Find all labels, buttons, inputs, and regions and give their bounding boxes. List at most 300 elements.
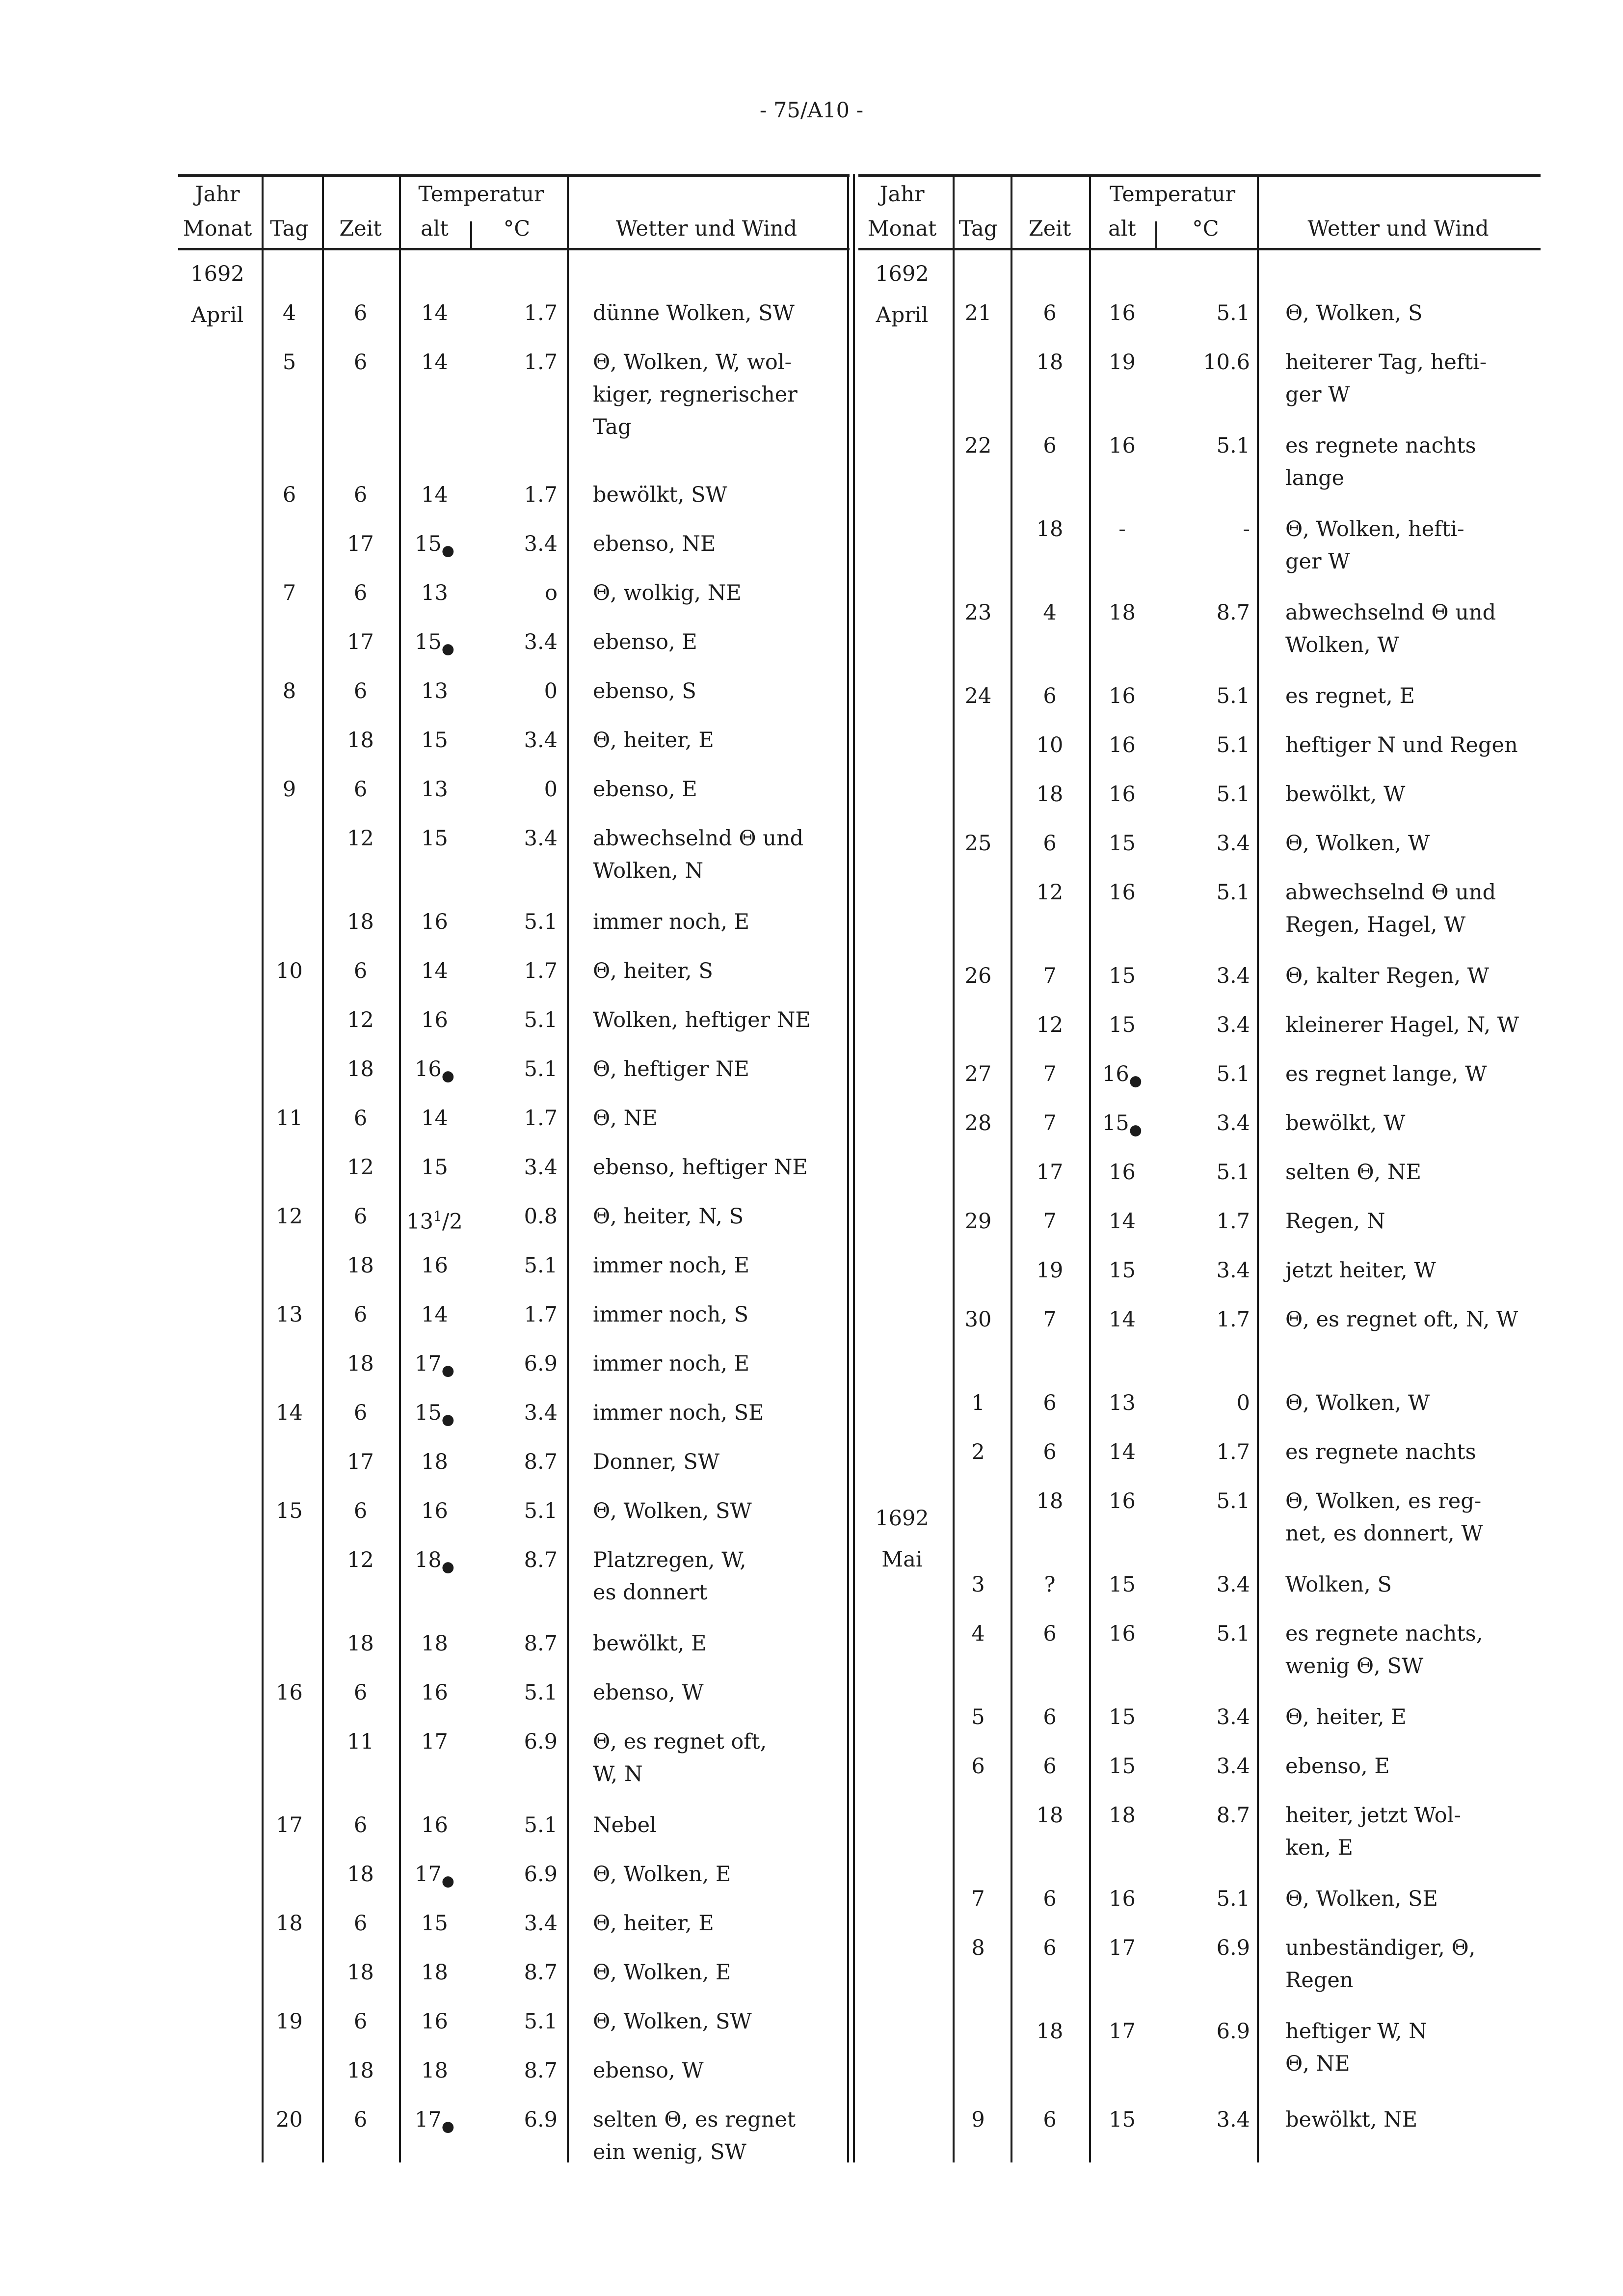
cell-tag: 21 (964, 301, 992, 325)
cell-alt: 16 (421, 910, 448, 934)
cell-zeit: 6 (353, 1204, 368, 1229)
cell-wetter: Donner, SW (593, 1450, 720, 1474)
cell-zeit: 12 (347, 1008, 374, 1032)
cell-zeit: 18 (347, 910, 374, 934)
cell-tag: 4 (282, 301, 296, 325)
cell-celsius: 5.1 (1216, 880, 1250, 905)
cell-wetter: Θ, Wolken, hefti- (1285, 517, 1464, 541)
cell-zeit: 7 (1043, 1209, 1057, 1234)
cell-wetter: unbeständiger, Θ, (1285, 1936, 1476, 1960)
cell-zeit: 17 (1036, 1160, 1064, 1185)
cell-wetter: abwechselnd Θ und (593, 826, 804, 851)
cell-zeit: 6 (1043, 1887, 1057, 1911)
cell-celsius: 10.6 (1203, 350, 1250, 375)
cell-wetter: Regen, Hagel, W (1285, 913, 1466, 937)
cell-tag: 1 (971, 1391, 985, 1415)
cell-wetter: ein wenig, SW (593, 2140, 746, 2164)
cell-alt: 18 (1109, 1803, 1136, 1828)
cell-celsius: 8.7 (1216, 1803, 1250, 1828)
cell-wetter: Θ, heiter, E (593, 1911, 714, 1936)
cell-wetter: wenig Θ, SW (1285, 1654, 1424, 1678)
cell-zeit: 6 (353, 777, 368, 802)
cell-tag: 18 (276, 1911, 303, 1936)
cell-alt: 15 (1109, 1572, 1136, 1597)
cell-wetter: bewölkt, W (1285, 782, 1406, 807)
cell-zeit: 18 (347, 1057, 374, 1081)
cell-wetter: abwechselnd Θ und (1285, 600, 1496, 625)
cell-zeit: 12 (347, 826, 374, 851)
cell-zeit: 18 (347, 1253, 374, 1278)
cell-zeit: 7 (1043, 1307, 1057, 1332)
cell-wetter: selten Θ, NE (1285, 1160, 1421, 1185)
cell-alt: 15 (1109, 831, 1136, 856)
cell-celsius: o (545, 581, 558, 605)
left-table (178, 174, 850, 2162)
cell-wetter: Θ, Wolken, W (1285, 1391, 1430, 1415)
cell-zeit: 6 (1043, 301, 1057, 325)
cell-zeit: 19 (1036, 1258, 1064, 1283)
cell-wetter: Wolken, S (1285, 1572, 1392, 1597)
cell-wetter: bewölkt, E (593, 1631, 707, 1656)
cell-alt: 18 (421, 1450, 448, 1474)
header-wetter: Wetter und Wind (615, 216, 798, 241)
cell-alt: $17_●$ (415, 1351, 454, 1379)
cell-celsius: 1.7 (1216, 1307, 1250, 1332)
column-rule (1257, 174, 1259, 2162)
cell-celsius: 5.1 (524, 1499, 558, 1523)
header-tag: Tag (958, 216, 998, 241)
alt-mark-dot: ● (441, 1872, 454, 1890)
cell-wetter: immer noch, S (593, 1302, 749, 1327)
cell-zeit: 6 (353, 2009, 368, 2034)
cell-zeit: 6 (1043, 1391, 1057, 1415)
cell-wetter: Nebel (593, 1813, 657, 1837)
header-zeit: Zeit (339, 216, 382, 241)
alt-mark-dot: ● (441, 2118, 454, 2135)
cell-zeit: 6 (1043, 1705, 1057, 1729)
header-celsius: °C (1192, 216, 1219, 241)
cell-celsius: 0.8 (524, 1204, 558, 1229)
cell-wetter: Θ, Wolken, E (593, 1960, 731, 1985)
cell-tag: 10 (276, 959, 303, 983)
header-wetter: Wetter und Wind (1307, 216, 1489, 241)
cell-wetter: dünne Wolken, SW (593, 301, 795, 325)
cell-wetter: Θ, heiter, E (1285, 1705, 1407, 1729)
cell-celsius: 1.7 (524, 959, 558, 983)
cell-wetter: ebenso, E (593, 630, 697, 654)
cell-tag: 17 (276, 1813, 303, 1837)
cell-tag: 26 (964, 964, 992, 988)
cell-wetter: selten Θ, es regnet (593, 2107, 796, 2132)
cell-celsius: 6.9 (524, 1862, 558, 1887)
cell-celsius: 3.4 (524, 728, 558, 753)
cell-zeit: 18 (347, 1351, 374, 1376)
cell-alt: $16_●$ (1102, 1062, 1142, 1090)
cell-wetter: Θ, Wolken, W (1285, 831, 1430, 856)
cell-wetter: heftiger W, N (1285, 2019, 1427, 2044)
cell-alt: 15 (1109, 964, 1136, 988)
cell-alt: 14 (421, 1302, 448, 1327)
header-temperatur: Temperatur (418, 182, 544, 207)
cell-zeit: 17 (347, 630, 374, 654)
cell-zeit: 6 (353, 581, 368, 605)
cell-zeit: 6 (353, 1302, 368, 1327)
alt-fraction: 1 (433, 1208, 442, 1224)
cell-alt: 15 (421, 1155, 448, 1180)
cell-wetter: Θ, Wolken, E (593, 1862, 731, 1887)
cell-celsius: 1.7 (524, 1302, 558, 1327)
cell-wetter: Wolken, W (1285, 633, 1399, 657)
cell-celsius: 3.4 (524, 630, 558, 654)
cell-wetter: immer noch, E (593, 910, 750, 934)
cell-celsius: 3.4 (524, 1155, 558, 1180)
cell-zeit: 6 (353, 350, 368, 375)
cell-celsius: 6.9 (1216, 1936, 1250, 1960)
header-jahr: Jahr (195, 182, 240, 207)
cell-wetter: ebenso, E (593, 777, 697, 802)
cell-wetter: Platzregen, W, (593, 1548, 746, 1572)
cell-celsius: 8.7 (524, 1631, 558, 1656)
cell-celsius: 5.1 (1216, 1160, 1250, 1185)
cell-celsius: 1.7 (524, 1106, 558, 1131)
alt-mark-dot: ● (441, 542, 454, 560)
cell-tag: 11 (276, 1106, 303, 1131)
cell-wetter: ken, E (1285, 1836, 1353, 1860)
cell-alt: 16 (421, 1008, 448, 1032)
cell-tag: 19 (276, 2009, 303, 2034)
cell-celsius: 1.7 (524, 301, 558, 325)
cell-wetter: Θ, heiter, S (593, 959, 713, 983)
cell-tag: 30 (964, 1307, 992, 1332)
cell-wetter: bewölkt, NE (1285, 2107, 1418, 2132)
cell-celsius: 6.9 (524, 2107, 558, 2132)
cell-tag: 29 (964, 1209, 992, 1234)
cell-alt: 18 (421, 1960, 448, 1985)
cell-alt: 16 (1109, 1160, 1136, 1185)
cell-tag: 5 (282, 350, 296, 375)
cell-celsius: 0 (544, 679, 558, 703)
cell-tag: 24 (964, 684, 992, 708)
header-tag: Tag (270, 216, 309, 241)
cell-wetter: lange (1285, 466, 1345, 490)
cell-celsius: 6.9 (1216, 2019, 1250, 2044)
alt-mark-dot: ● (1129, 1072, 1142, 1090)
cell-alt: 14 (421, 350, 448, 375)
cell-zeit: 6 (353, 2107, 368, 2132)
cell-zeit: 7 (1043, 1062, 1057, 1086)
right-year: 1692 (875, 1506, 929, 1531)
cell-alt: 13 (421, 679, 448, 703)
cell-zeit: 17 (347, 1450, 374, 1474)
cell-zeit: 6 (353, 1680, 368, 1705)
cell-zeit: 7 (1043, 1111, 1057, 1135)
header-bottom-rule (858, 248, 1541, 250)
alt-mark-dot: ● (441, 1411, 454, 1429)
cell-alt: 15 (1109, 2107, 1136, 2132)
cell-alt: 16 (1109, 880, 1136, 905)
cell-wetter: heiterer Tag, hefti- (1285, 350, 1487, 375)
cell-zeit: 11 (347, 1729, 374, 1754)
header-celsius: °C (503, 216, 531, 241)
cell-celsius: 5.1 (524, 1008, 558, 1032)
cell-tag: 7 (282, 581, 296, 605)
cell-tag: 6 (282, 483, 296, 507)
cell-zeit: 18 (347, 1631, 374, 1656)
cell-alt: 13 (421, 581, 448, 605)
cell-wetter: bewölkt, SW (593, 483, 727, 507)
cell-zeit: 10 (1036, 733, 1064, 757)
cell-celsius: 1.7 (1216, 1440, 1250, 1464)
cell-wetter: Θ, Wolken, S (1285, 301, 1423, 325)
cell-alt: 16 (421, 1813, 448, 1837)
cell-wetter: Θ, heftiger NE (593, 1057, 749, 1081)
cell-alt: 16 (1109, 301, 1136, 325)
cell-wetter: es regnet, E (1285, 684, 1415, 708)
cell-wetter: Θ, Wolken, SW (593, 1499, 752, 1523)
column-rule (262, 174, 264, 2162)
cell-celsius: 3.4 (1216, 1258, 1250, 1283)
cell-zeit: 6 (1043, 1621, 1057, 1646)
cell-alt: 15 (1109, 1258, 1136, 1283)
cell-celsius: 8.7 (524, 1548, 558, 1572)
cell-alt: 16 (421, 1253, 448, 1278)
cell-celsius: 3.4 (524, 532, 558, 556)
cell-wetter: bewölkt, W (1285, 1111, 1406, 1135)
cell-wetter: ebenso, NE (593, 532, 716, 556)
cell-alt: 14 (421, 959, 448, 983)
cell-celsius: 5.1 (1216, 1887, 1250, 1911)
cell-celsius: 3.4 (1216, 1705, 1250, 1729)
cell-zeit: 6 (353, 1499, 368, 1523)
cell-zeit: 6 (1043, 831, 1057, 856)
cell-zeit: 4 (1043, 600, 1057, 625)
cell-celsius: 5.1 (1216, 433, 1250, 458)
cell-alt: $15_●$ (415, 532, 454, 560)
cell-wetter: kleinerer Hagel, N, W (1285, 1013, 1519, 1037)
table-divider-rule (847, 174, 849, 2162)
header-top-rule (178, 174, 850, 177)
cell-celsius: 8.7 (1216, 600, 1250, 625)
header-alt: alt (421, 216, 449, 241)
cell-celsius: 3.4 (1216, 1754, 1250, 1779)
cell-wetter: jetzt heiter, W (1285, 1258, 1436, 1283)
cell-alt: 14 (1109, 1209, 1136, 1234)
cell-wetter: Θ, NE (593, 1106, 658, 1131)
cell-zeit: 18 (347, 728, 374, 753)
alt-mark-dot: ● (1129, 1121, 1142, 1139)
cell-alt: 16 (1109, 1621, 1136, 1646)
cell-tag: 6 (971, 1754, 985, 1779)
cell-celsius: 3.4 (524, 1401, 558, 1425)
cell-wetter: Θ, NE (1285, 2052, 1350, 2076)
cell-wetter: ebenso, heftiger NE (593, 1155, 808, 1180)
cell-celsius: 6.9 (524, 1351, 558, 1376)
header-jahr: Jahr (879, 182, 925, 207)
cell-celsius: 3.4 (1216, 1572, 1250, 1597)
cell-celsius: 3.4 (1216, 964, 1250, 988)
alt-mark-dot: ● (441, 1362, 454, 1379)
cell-zeit: 12 (1036, 1013, 1064, 1037)
cell-celsius: 5.1 (524, 1680, 558, 1705)
cell-alt: 16 (421, 1680, 448, 1705)
temp-split-tick (470, 221, 472, 248)
cell-wetter: Θ, Wolken, es reg- (1285, 1489, 1482, 1513)
cell-zeit: 12 (347, 1548, 374, 1572)
cell-wetter: Θ, Wolken, SE (1285, 1887, 1438, 1911)
cell-alt: $15_●$ (415, 1401, 454, 1429)
cell-tag: 20 (276, 2107, 303, 2132)
cell-wetter: immer noch, SE (593, 1401, 764, 1425)
cell-alt: - (1118, 517, 1126, 541)
cell-zeit: 7 (1043, 964, 1057, 988)
cell-zeit: 6 (1043, 1440, 1057, 1464)
cell-alt: $17_●$ (415, 2107, 454, 2135)
cell-celsius: 8.7 (524, 1450, 558, 1474)
cell-wetter: ebenso, S (593, 679, 696, 703)
cell-wetter: es donnert (593, 1580, 708, 1605)
cell-tag: 27 (964, 1062, 992, 1086)
alt-mark-dot: ● (441, 640, 454, 658)
header-zeit: Zeit (1028, 216, 1071, 241)
cell-zeit: 12 (1036, 880, 1064, 905)
cell-tag: 4 (971, 1621, 985, 1646)
cell-celsius: 5.1 (524, 1057, 558, 1081)
cell-tag: 15 (276, 1499, 303, 1523)
cell-alt: $16_●$ (415, 1057, 454, 1085)
cell-zeit: 18 (347, 1862, 374, 1887)
right-month: April (876, 303, 929, 327)
right-table (858, 174, 1541, 2162)
cell-wetter: es regnete nachts, (1285, 1621, 1483, 1646)
cell-wetter: Wolken, heftiger NE (593, 1008, 811, 1032)
cell-tag: 28 (964, 1111, 992, 1135)
cell-alt: 15 (1109, 1754, 1136, 1779)
cell-tag: 12 (276, 1204, 303, 1229)
cell-alt: 18 (421, 1631, 448, 1656)
cell-zeit: 6 (353, 1813, 368, 1837)
cell-zeit: 6 (1043, 684, 1057, 708)
header-top-rule (858, 174, 1541, 177)
cell-celsius: 5.1 (1216, 782, 1250, 807)
cell-alt: 16 (1109, 433, 1136, 458)
cell-celsius: 3.4 (524, 826, 558, 851)
cell-alt: 16 (1109, 1489, 1136, 1513)
cell-zeit: 6 (1043, 1936, 1057, 1960)
cell-zeit: 6 (353, 959, 368, 983)
cell-alt: 19 (1109, 350, 1136, 375)
cell-celsius: - (1243, 517, 1250, 541)
page-number: - 75/A10 - (759, 98, 864, 123)
cell-alt: 14 (1109, 1440, 1136, 1464)
cell-wetter: Θ, heiter, E (593, 728, 714, 753)
table-divider-rule (853, 174, 855, 2162)
cell-celsius: 3.4 (1216, 1111, 1250, 1135)
cell-zeit: 6 (1043, 433, 1057, 458)
cell-wetter: Θ, es regnet oft, (593, 1729, 767, 1754)
cell-celsius: 3.4 (524, 1911, 558, 1936)
cell-tag: 5 (971, 1705, 985, 1729)
cell-wetter: kiger, regnerischer (593, 382, 798, 407)
cell-zeit: 18 (1036, 1489, 1064, 1513)
cell-alt: 16 (421, 1499, 448, 1523)
cell-celsius: 3.4 (1216, 831, 1250, 856)
cell-zeit: 18 (347, 1960, 374, 1985)
cell-alt: 16 (1109, 782, 1136, 807)
cell-celsius: 5.1 (1216, 733, 1250, 757)
cell-zeit: 6 (353, 1401, 368, 1425)
cell-alt: 13 (421, 777, 448, 802)
cell-celsius: 1.7 (524, 483, 558, 507)
cell-wetter: ebenso, E (1285, 1754, 1390, 1779)
cell-celsius: 5.1 (1216, 1489, 1250, 1513)
cell-alt: 15 (421, 1911, 448, 1936)
cell-zeit: 18 (1036, 2019, 1064, 2044)
cell-celsius: 0 (544, 777, 558, 802)
cell-alt: 14 (421, 301, 448, 325)
cell-celsius: 3.4 (1216, 1013, 1250, 1037)
header-alt: alt (1108, 216, 1136, 241)
cell-wetter: Θ, heiter, N, S (593, 1204, 744, 1229)
cell-celsius: 0 (1236, 1391, 1250, 1415)
cell-alt: 18 (1109, 600, 1136, 625)
cell-zeit: 6 (1043, 1754, 1057, 1779)
cell-wetter: ebenso, W (593, 2058, 704, 2083)
cell-wetter: Θ, kalter Regen, W (1285, 964, 1490, 988)
cell-wetter: immer noch, E (593, 1351, 750, 1376)
cell-zeit: 6 (353, 483, 368, 507)
cell-celsius: 5.1 (1216, 1062, 1250, 1086)
temp-split-tick (1155, 221, 1157, 248)
cell-zeit: 18 (1036, 782, 1064, 807)
cell-celsius: 5.1 (1216, 1621, 1250, 1646)
cell-wetter: Θ, es regnet oft, N, W (1285, 1307, 1518, 1332)
cell-zeit: 18 (347, 2058, 374, 2083)
cell-zeit: 6 (353, 1911, 368, 1936)
cell-wetter: Wolken, N (593, 859, 704, 883)
cell-tag: 16 (276, 1680, 303, 1705)
cell-celsius: 5.1 (524, 1813, 558, 1837)
cell-alt: 15 (1109, 1705, 1136, 1729)
cell-celsius: 5.1 (524, 2009, 558, 2034)
cell-zeit: 17 (347, 532, 374, 556)
cell-zeit: 6 (353, 1106, 368, 1131)
cell-celsius: 5.1 (1216, 301, 1250, 325)
cell-wetter: immer noch, E (593, 1253, 750, 1278)
cell-tag: 13 (276, 1302, 303, 1327)
cell-wetter: ger W (1285, 549, 1350, 574)
cell-alt: 16 (1109, 1887, 1136, 1911)
cell-alt: 17 (1109, 1936, 1136, 1960)
cell-tag: 8 (282, 679, 296, 703)
cell-celsius: 8.7 (524, 2058, 558, 2083)
cell-zeit: ? (1044, 1572, 1056, 1597)
cell-wetter: heiter, jetzt Wol- (1285, 1803, 1461, 1828)
cell-alt: $15_●$ (415, 630, 454, 658)
cell-wetter: net, es donnert, W (1285, 1521, 1483, 1546)
cell-wetter: Θ, wolkig, NE (593, 581, 742, 605)
cell-wetter: es regnet lange, W (1285, 1062, 1487, 1086)
cell-wetter: ebenso, W (593, 1680, 704, 1705)
cell-celsius: 1.7 (1216, 1209, 1250, 1234)
column-rule (567, 174, 569, 2162)
cell-wetter: Θ, Wolken, W, wol- (593, 350, 792, 375)
cell-zeit: 6 (1043, 2107, 1057, 2132)
cell-tag: 3 (971, 1572, 985, 1597)
cell-wetter: Θ, Wolken, SW (593, 2009, 752, 2034)
cell-alt: 16 (1109, 733, 1136, 757)
cell-zeit: 6 (353, 301, 368, 325)
header-monat: Monat (867, 216, 937, 241)
